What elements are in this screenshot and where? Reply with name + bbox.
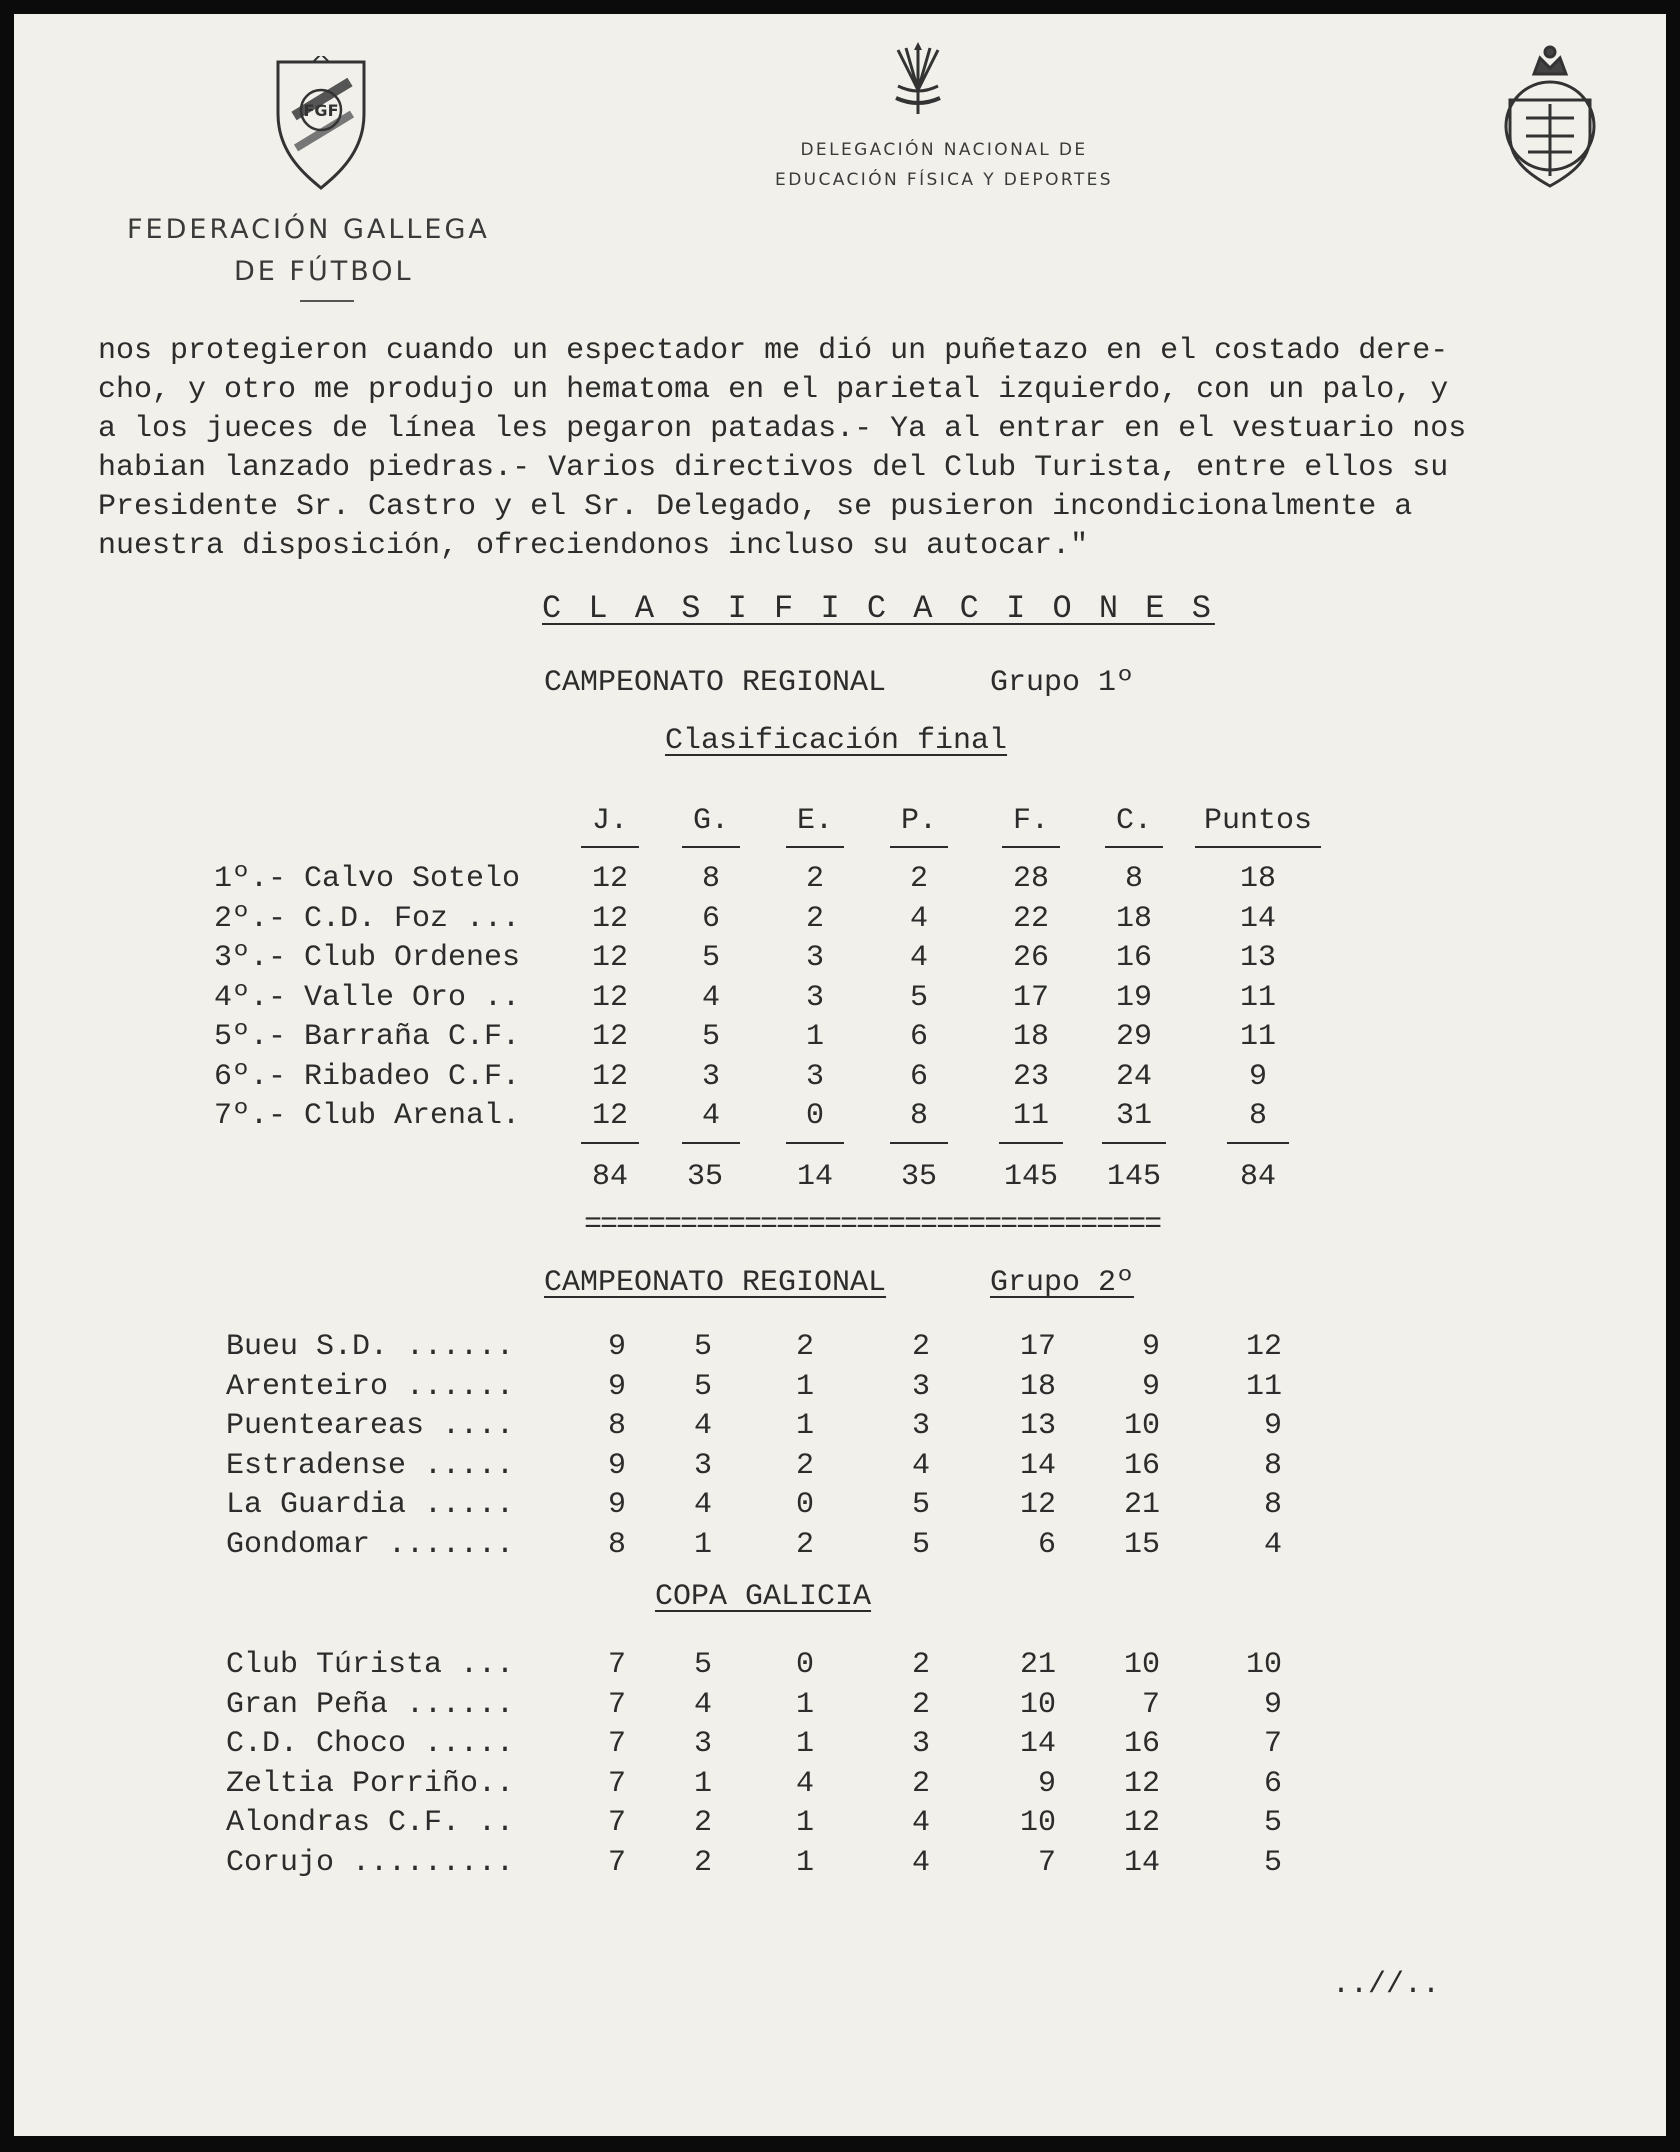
stat-cell: 12: [1019, 1488, 1056, 1522]
stat-cell: 14: [1123, 1845, 1160, 1880]
sum-line: [890, 1142, 948, 1144]
sum-line: [581, 1142, 639, 1144]
stat-cell: 1: [795, 1727, 814, 1761]
stat-cell: 3: [805, 980, 824, 1015]
stat-cell: 5: [1263, 1845, 1282, 1880]
stat-cell: 12: [591, 1020, 628, 1054]
stat-cell: 12: [1123, 1806, 1160, 1840]
column-header: G.: [692, 804, 729, 838]
team-name: Gran Peña ......: [226, 1687, 515, 1722]
column-header: F.: [1012, 804, 1049, 838]
column-header-underline: [1195, 846, 1321, 848]
stat-cell: 4: [909, 941, 928, 975]
stat-cell: 2: [911, 1687, 930, 1722]
stat-cell: 5: [911, 1527, 930, 1562]
stat-cell: 9: [607, 1448, 626, 1483]
stat-cell: 8: [909, 1099, 928, 1133]
column-header: Puntos: [1203, 804, 1313, 838]
stat-cell: 11: [1245, 1369, 1282, 1404]
stat-cell: 3: [911, 1369, 930, 1404]
team-name: Bueu S.D. ......: [226, 1330, 515, 1364]
team-name: La Guardia .....: [226, 1488, 515, 1522]
team-name: Corujo .........: [226, 1845, 515, 1880]
team-name: 2º.- C.D. Foz ...: [214, 901, 521, 936]
total-cell: 14: [796, 1160, 833, 1194]
stat-cell: 6: [909, 1059, 928, 1094]
total-cell: 35: [900, 1160, 937, 1194]
federation-crest-icon: [272, 56, 370, 194]
stat-cell: 15: [1123, 1527, 1160, 1562]
stat-cell: 7: [607, 1648, 626, 1682]
stat-cell: 4: [693, 1409, 712, 1443]
column-header-underline: [786, 846, 844, 848]
column-header: P.: [900, 804, 937, 838]
stat-cell: 2: [909, 862, 928, 896]
stat-cell: 26: [1012, 941, 1049, 975]
stat-cell: 1: [795, 1409, 814, 1443]
stat-cell: 0: [795, 1648, 814, 1682]
stat-cell: 12: [591, 901, 628, 936]
sum-line: [999, 1142, 1063, 1144]
stat-cell: 10: [1019, 1687, 1056, 1722]
stat-cell: 4: [795, 1766, 814, 1801]
stat-cell: 9: [1141, 1369, 1160, 1404]
stat-cell: 7: [607, 1687, 626, 1722]
group2-group: Grupo 2º: [990, 1266, 1135, 1300]
stat-cell: 7: [1037, 1845, 1056, 1880]
stat-cell: 16: [1115, 941, 1152, 975]
stat-cell: 18: [1019, 1369, 1056, 1404]
stat-cell: 3: [911, 1409, 930, 1443]
stat-cell: 4: [693, 1687, 712, 1722]
stat-cell: 1: [795, 1845, 814, 1880]
stat-cell: 8: [701, 862, 720, 896]
stat-cell: 4: [693, 1488, 712, 1522]
stat-cell: 1: [693, 1527, 712, 1562]
stat-cell: 18: [1115, 901, 1152, 936]
federation-name-line2: DE FÚTBOL: [234, 256, 414, 287]
stat-cell: 3: [693, 1727, 712, 1761]
team-name: Puenteareas ....: [226, 1409, 515, 1443]
continuation-mark: ..//..: [1332, 1968, 1441, 2002]
sum-line: [1227, 1142, 1289, 1144]
stat-cell: 18: [1239, 862, 1276, 896]
stat-cell: 1: [795, 1687, 814, 1722]
stat-cell: 7: [607, 1766, 626, 1801]
sum-line: [786, 1142, 844, 1144]
stat-cell: 5: [693, 1330, 712, 1364]
stat-cell: 5: [909, 980, 928, 1015]
column-header-underline: [1105, 846, 1163, 848]
stat-cell: 8: [1263, 1488, 1282, 1522]
stat-cell: 7: [1263, 1727, 1282, 1761]
stat-cell: 10: [1245, 1648, 1282, 1682]
team-name: 1º.- Calvo Sotelo: [214, 862, 521, 896]
stat-cell: 6: [1263, 1766, 1282, 1801]
stat-cell: 4: [909, 901, 928, 936]
stat-cell: 10: [1019, 1806, 1056, 1840]
team-name: 6º.- Ribadeo C.F.: [214, 1059, 521, 1094]
stat-cell: 6: [701, 901, 720, 936]
team-name: Estradense .....: [226, 1448, 515, 1483]
stat-cell: 8: [1263, 1448, 1282, 1483]
group1-group: Grupo 1º: [990, 666, 1135, 700]
stat-cell: 1: [795, 1806, 814, 1840]
stat-cell: 5: [911, 1488, 930, 1522]
paragraph-line: a los jueces de línea les pegaron patadas.- Ya al entrar en el vestuario nos: [98, 412, 1467, 446]
team-name: Club Túrista ...: [226, 1648, 515, 1682]
stat-cell: 24: [1115, 1059, 1152, 1094]
sum-line: [682, 1142, 740, 1144]
stat-cell: 2: [805, 862, 824, 896]
stat-cell: 28: [1012, 862, 1049, 896]
stat-cell: 11: [1012, 1099, 1049, 1133]
stat-cell: 12: [1245, 1330, 1282, 1364]
group1-separator: ====================================: [584, 1208, 1161, 1242]
stat-cell: 9: [607, 1369, 626, 1404]
stat-cell: 7: [607, 1845, 626, 1880]
stat-cell: 2: [805, 901, 824, 936]
stat-cell: 8: [607, 1409, 626, 1443]
stat-cell: 8: [1248, 1099, 1267, 1133]
stat-cell: 12: [1123, 1766, 1160, 1801]
royal-crest-icon: [1498, 40, 1602, 200]
stat-cell: 1: [805, 1020, 824, 1054]
total-cell: 145: [1003, 1160, 1058, 1194]
stat-cell: 23: [1012, 1059, 1049, 1094]
stat-cell: 3: [805, 1059, 824, 1094]
stat-cell: 9: [1141, 1330, 1160, 1364]
stat-cell: 5: [693, 1648, 712, 1682]
stat-cell: 5: [701, 941, 720, 975]
stat-cell: 2: [911, 1330, 930, 1364]
federation-name-rule: [300, 300, 354, 302]
column-header-underline: [682, 846, 740, 848]
team-name: 3º.- Club Ordenes: [214, 941, 521, 975]
stat-cell: 9: [1263, 1687, 1282, 1722]
stat-cell: 19: [1115, 980, 1152, 1015]
stat-cell: 31: [1115, 1099, 1152, 1133]
stat-cell: 2: [795, 1448, 814, 1483]
stat-cell: 17: [1019, 1330, 1056, 1364]
paragraph-line: nuestra disposición, ofreciendonos incluso su autocar.": [98, 529, 1089, 563]
stat-cell: 12: [591, 1059, 628, 1094]
stat-cell: 14: [1019, 1727, 1056, 1761]
stat-cell: 4: [1263, 1527, 1282, 1562]
stat-cell: 10: [1123, 1648, 1160, 1682]
federation-name-line1: FEDERACIÓN GALLEGA: [127, 214, 490, 245]
stat-cell: 7: [607, 1727, 626, 1761]
stat-cell: 29: [1115, 1020, 1152, 1054]
copa-title: COPA GALICIA: [655, 1580, 872, 1614]
stat-cell: 9: [1263, 1409, 1282, 1443]
column-header-underline: [1002, 846, 1060, 848]
column-header-underline: [581, 846, 639, 848]
stat-cell: 2: [911, 1648, 930, 1682]
stat-cell: 14: [1239, 901, 1276, 936]
total-cell: 84: [1239, 1160, 1276, 1194]
svg-text:FGF: FGF: [303, 101, 339, 120]
stat-cell: 13: [1239, 941, 1276, 975]
stat-cell: 10: [1123, 1409, 1160, 1443]
column-header: C.: [1115, 804, 1152, 838]
paragraph-line: cho, y otro me produjo un hematoma en el parietal izquierdo, con un palo, y: [98, 373, 1449, 407]
stat-cell: 9: [607, 1488, 626, 1522]
team-name: 7º.- Club Arenal.: [214, 1099, 521, 1133]
stat-cell: 21: [1019, 1648, 1056, 1682]
stat-cell: 1: [795, 1369, 814, 1404]
stat-cell: 3: [693, 1448, 712, 1483]
column-header-underline: [890, 846, 948, 848]
team-name: C.D. Choco .....: [226, 1727, 515, 1761]
stat-cell: 11: [1239, 980, 1276, 1015]
stat-cell: 4: [911, 1806, 930, 1840]
column-header: E.: [796, 804, 833, 838]
stat-cell: 3: [805, 941, 824, 975]
group2-championship: CAMPEONATO REGIONAL: [544, 1266, 887, 1300]
page-title: C L A S I F I C A C I O N E S: [542, 590, 1215, 627]
stat-cell: 6: [909, 1020, 928, 1054]
total-cell: 84: [591, 1160, 628, 1194]
stat-cell: 17: [1012, 980, 1049, 1015]
total-cell: 35: [686, 1160, 723, 1194]
stat-cell: 12: [591, 862, 628, 896]
stat-cell: 5: [701, 1020, 720, 1054]
stat-cell: 2: [795, 1330, 814, 1364]
stat-cell: 11: [1239, 1020, 1276, 1054]
group1-subtitle: Clasificación final: [665, 724, 1008, 758]
stat-cell: 4: [911, 1845, 930, 1880]
stat-cell: 5: [1263, 1806, 1282, 1840]
stat-cell: 1: [693, 1766, 712, 1801]
stat-cell: 2: [795, 1527, 814, 1562]
stat-cell: 4: [701, 1099, 720, 1133]
stat-cell: 2: [693, 1845, 712, 1880]
group1-championship: CAMPEONATO REGIONAL: [544, 666, 887, 700]
sum-line: [1102, 1142, 1166, 1144]
stat-cell: 2: [911, 1766, 930, 1801]
stat-cell: 8: [607, 1527, 626, 1562]
stat-cell: 9: [1248, 1059, 1267, 1094]
stat-cell: 12: [591, 980, 628, 1015]
team-name: Alondras C.F. ..: [226, 1806, 515, 1840]
stat-cell: 7: [607, 1806, 626, 1840]
stat-cell: 9: [607, 1330, 626, 1364]
paragraph-line: Presidente Sr. Castro y el Sr. Delegado, se pusieron incondicionalmente a: [98, 490, 1413, 524]
stat-cell: 13: [1019, 1409, 1056, 1443]
stat-cell: 5: [693, 1369, 712, 1404]
stat-cell: 12: [591, 941, 628, 975]
stat-cell: 8: [1124, 862, 1143, 896]
stat-cell: 7: [1141, 1687, 1160, 1722]
stat-cell: 9: [1037, 1766, 1056, 1801]
stat-cell: 22: [1012, 901, 1049, 936]
stat-cell: 3: [911, 1727, 930, 1761]
paragraph-line: habian lanzado piedras.- Varios directivos del Club Turista, entre ellos su: [98, 451, 1449, 485]
total-cell: 145: [1106, 1160, 1161, 1194]
delegation-name-line2: EDUCACIÓN FÍSICA Y DEPORTES: [775, 170, 1113, 190]
team-name: Gondomar .......: [226, 1527, 515, 1562]
stat-cell: 18: [1012, 1020, 1049, 1054]
team-name: Zeltia Porriño..: [226, 1766, 515, 1801]
stat-cell: 6: [1037, 1527, 1056, 1562]
stat-cell: 12: [591, 1099, 628, 1133]
paragraph-line: nos protegieron cuando un espectador me dió un puñetazo en el costado dere-: [98, 334, 1449, 368]
stat-cell: 0: [795, 1488, 814, 1522]
stat-cell: 3: [701, 1059, 720, 1094]
team-name: 5º.- Barraña C.F.: [214, 1020, 521, 1054]
stat-cell: 21: [1123, 1488, 1160, 1522]
stat-cell: 16: [1123, 1448, 1160, 1483]
delegation-name-line1: DELEGACIÓN NACIONAL DE: [800, 140, 1088, 160]
stat-cell: 16: [1123, 1727, 1160, 1761]
yoke-arrows-icon: [888, 42, 948, 118]
document-page: [14, 14, 1666, 2136]
stat-cell: 0: [805, 1099, 824, 1133]
stat-cell: 14: [1019, 1448, 1056, 1483]
team-name: 4º.- Valle Oro ..: [214, 980, 521, 1015]
team-name: Arenteiro ......: [226, 1369, 515, 1404]
stat-cell: 2: [693, 1806, 712, 1840]
column-header: J.: [591, 804, 628, 838]
stat-cell: 4: [911, 1448, 930, 1483]
stat-cell: 4: [701, 980, 720, 1015]
